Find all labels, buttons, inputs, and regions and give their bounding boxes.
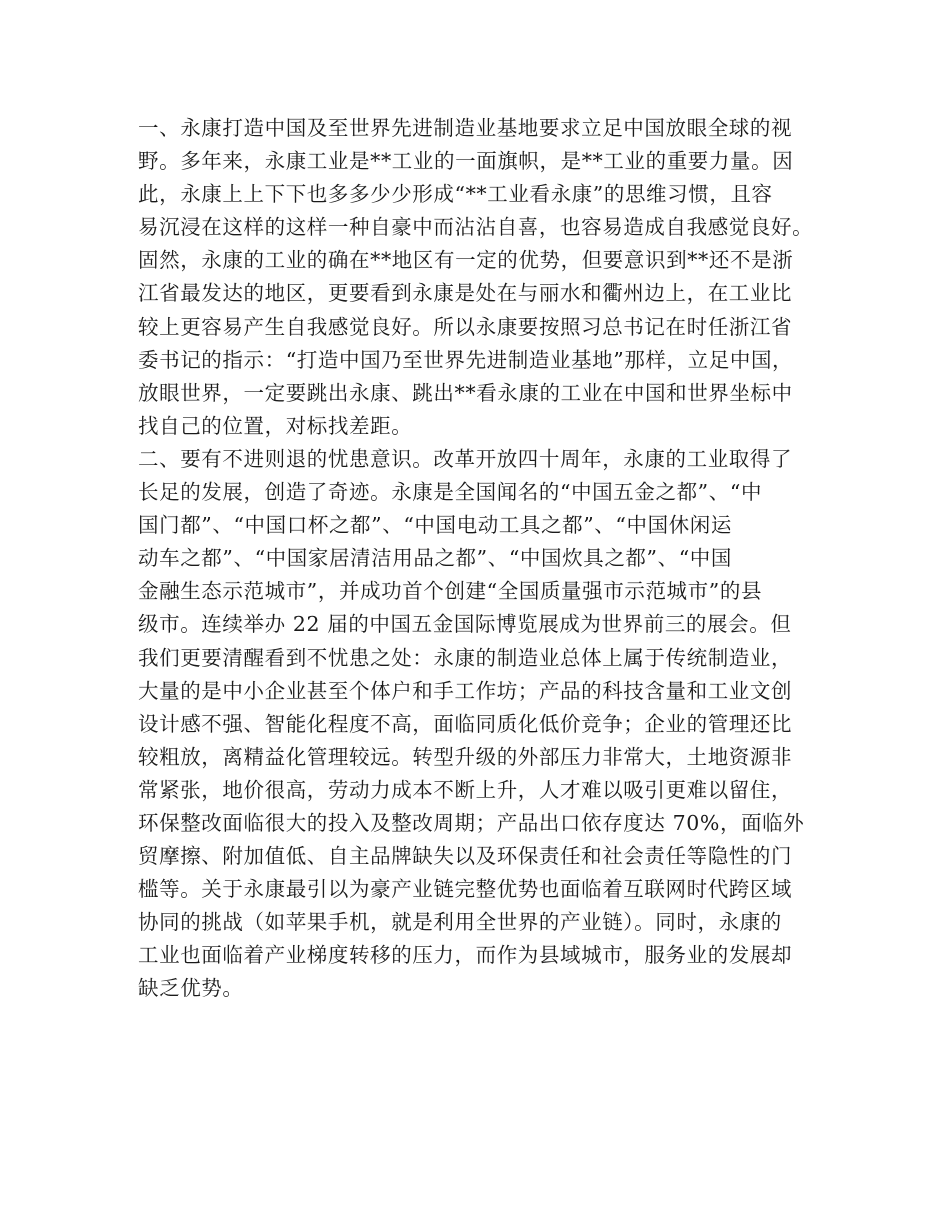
text-line: 二、要有不进则退的忧患意识。改革开放四十周年，永康的工业取得了: [138, 446, 793, 471]
text-line: 一、永康打造中国及至世界先进制造业基地要求立足中国放眼全球的视: [138, 116, 793, 140]
text-line: 此，永康上上下下也多多少少形成“**工业看永康”的思维习惯，且容: [138, 182, 773, 207]
text-line: 动车之都”、“中国家居清洁用品之都”、“中国炊具之都”、“中国: [138, 546, 732, 571]
text-line: 江省最发达的地区，更要看到永康是处在与丽水和衢州边上，在工业比: [138, 281, 793, 306]
body-text: [138, 112, 828, 1006]
text-line: 工业也面临着产业梯度转移的压力，而作为县域城市，服务业的发展却: [138, 943, 793, 968]
text-line: 缺乏优势。: [138, 976, 244, 1001]
text-line: 大量的是中小企业甚至个体户和手工作坊；产品的科技含量和工业文创: [138, 678, 793, 703]
text-line: 长足的发展，创造了奇迹。永康是全国闻名的“中国五金之都”、“中: [138, 480, 763, 505]
text-line: 国门都”、“中国口杯之都”、“中国电动工具之都”、“中国休闲运: [138, 513, 732, 538]
text-line: 金融生态示范城市”，并成功首个创建“全国质量强市示范城市”的县: [138, 579, 763, 604]
text-line: 常紧张，地价很高，劳动力成本不断上升，人才难以吸引更难以留住，: [138, 777, 793, 802]
text-line: 我们更要清醒看到不忧患之处：永康的制造业总体上属于传统制造业，: [138, 645, 793, 670]
text-line: 协同的挑战（如苹果手机，就是利用全世界的产业链）。同时，永康的: [138, 910, 782, 935]
text-line: 级市。连续举办 22 届的中国五金国际博览展成为世界前三的展会。但: [138, 612, 792, 637]
text-line: 贸摩擦、附加值低、自主品牌缺失以及环保责任和社会责任等隐性的门: [138, 844, 793, 869]
text-line: 找自己的位置，对标找差距。: [138, 413, 413, 438]
text-line: 放眼世界，一定要跳出永康、跳出**看永康的工业在中国和世界坐标中: [138, 380, 793, 405]
text-line: 环保整改面临很大的投入及整改周期；产品出口依存度达 70%，面临外: [138, 810, 805, 835]
text-line: 较粗放，离精益化管理较远。转型升级的外部压力非常大，土地资源非: [138, 744, 793, 769]
text-line: 较上更容易产生自我感觉良好。所以永康要按照习总书记在时任浙江省: [138, 314, 793, 339]
text-line: 槛等。关于永康最引以为豪产业链完整优势也面临着互联网时代跨区域: [138, 877, 793, 902]
text-line: 设计感不强、智能化程度不高，面临同质化低价竞争；企业的管理还比: [138, 711, 793, 736]
text-line: 野。多年来，永康工业是**工业的一面旗帜，是**工业的重要力量。因: [138, 149, 794, 174]
text-line: 固然，永康的工业的确在**地区有一定的优势，但要意识到**还不是浙: [138, 248, 794, 273]
text-line: 易沉浸在这样的这样一种自豪中而沾沾自喜，也容易造成自我感觉良好。: [138, 215, 814, 240]
text-line: 委书记的指示：“打造中国乃至世界先进制造业基地”那样，立足中国，: [138, 347, 794, 372]
